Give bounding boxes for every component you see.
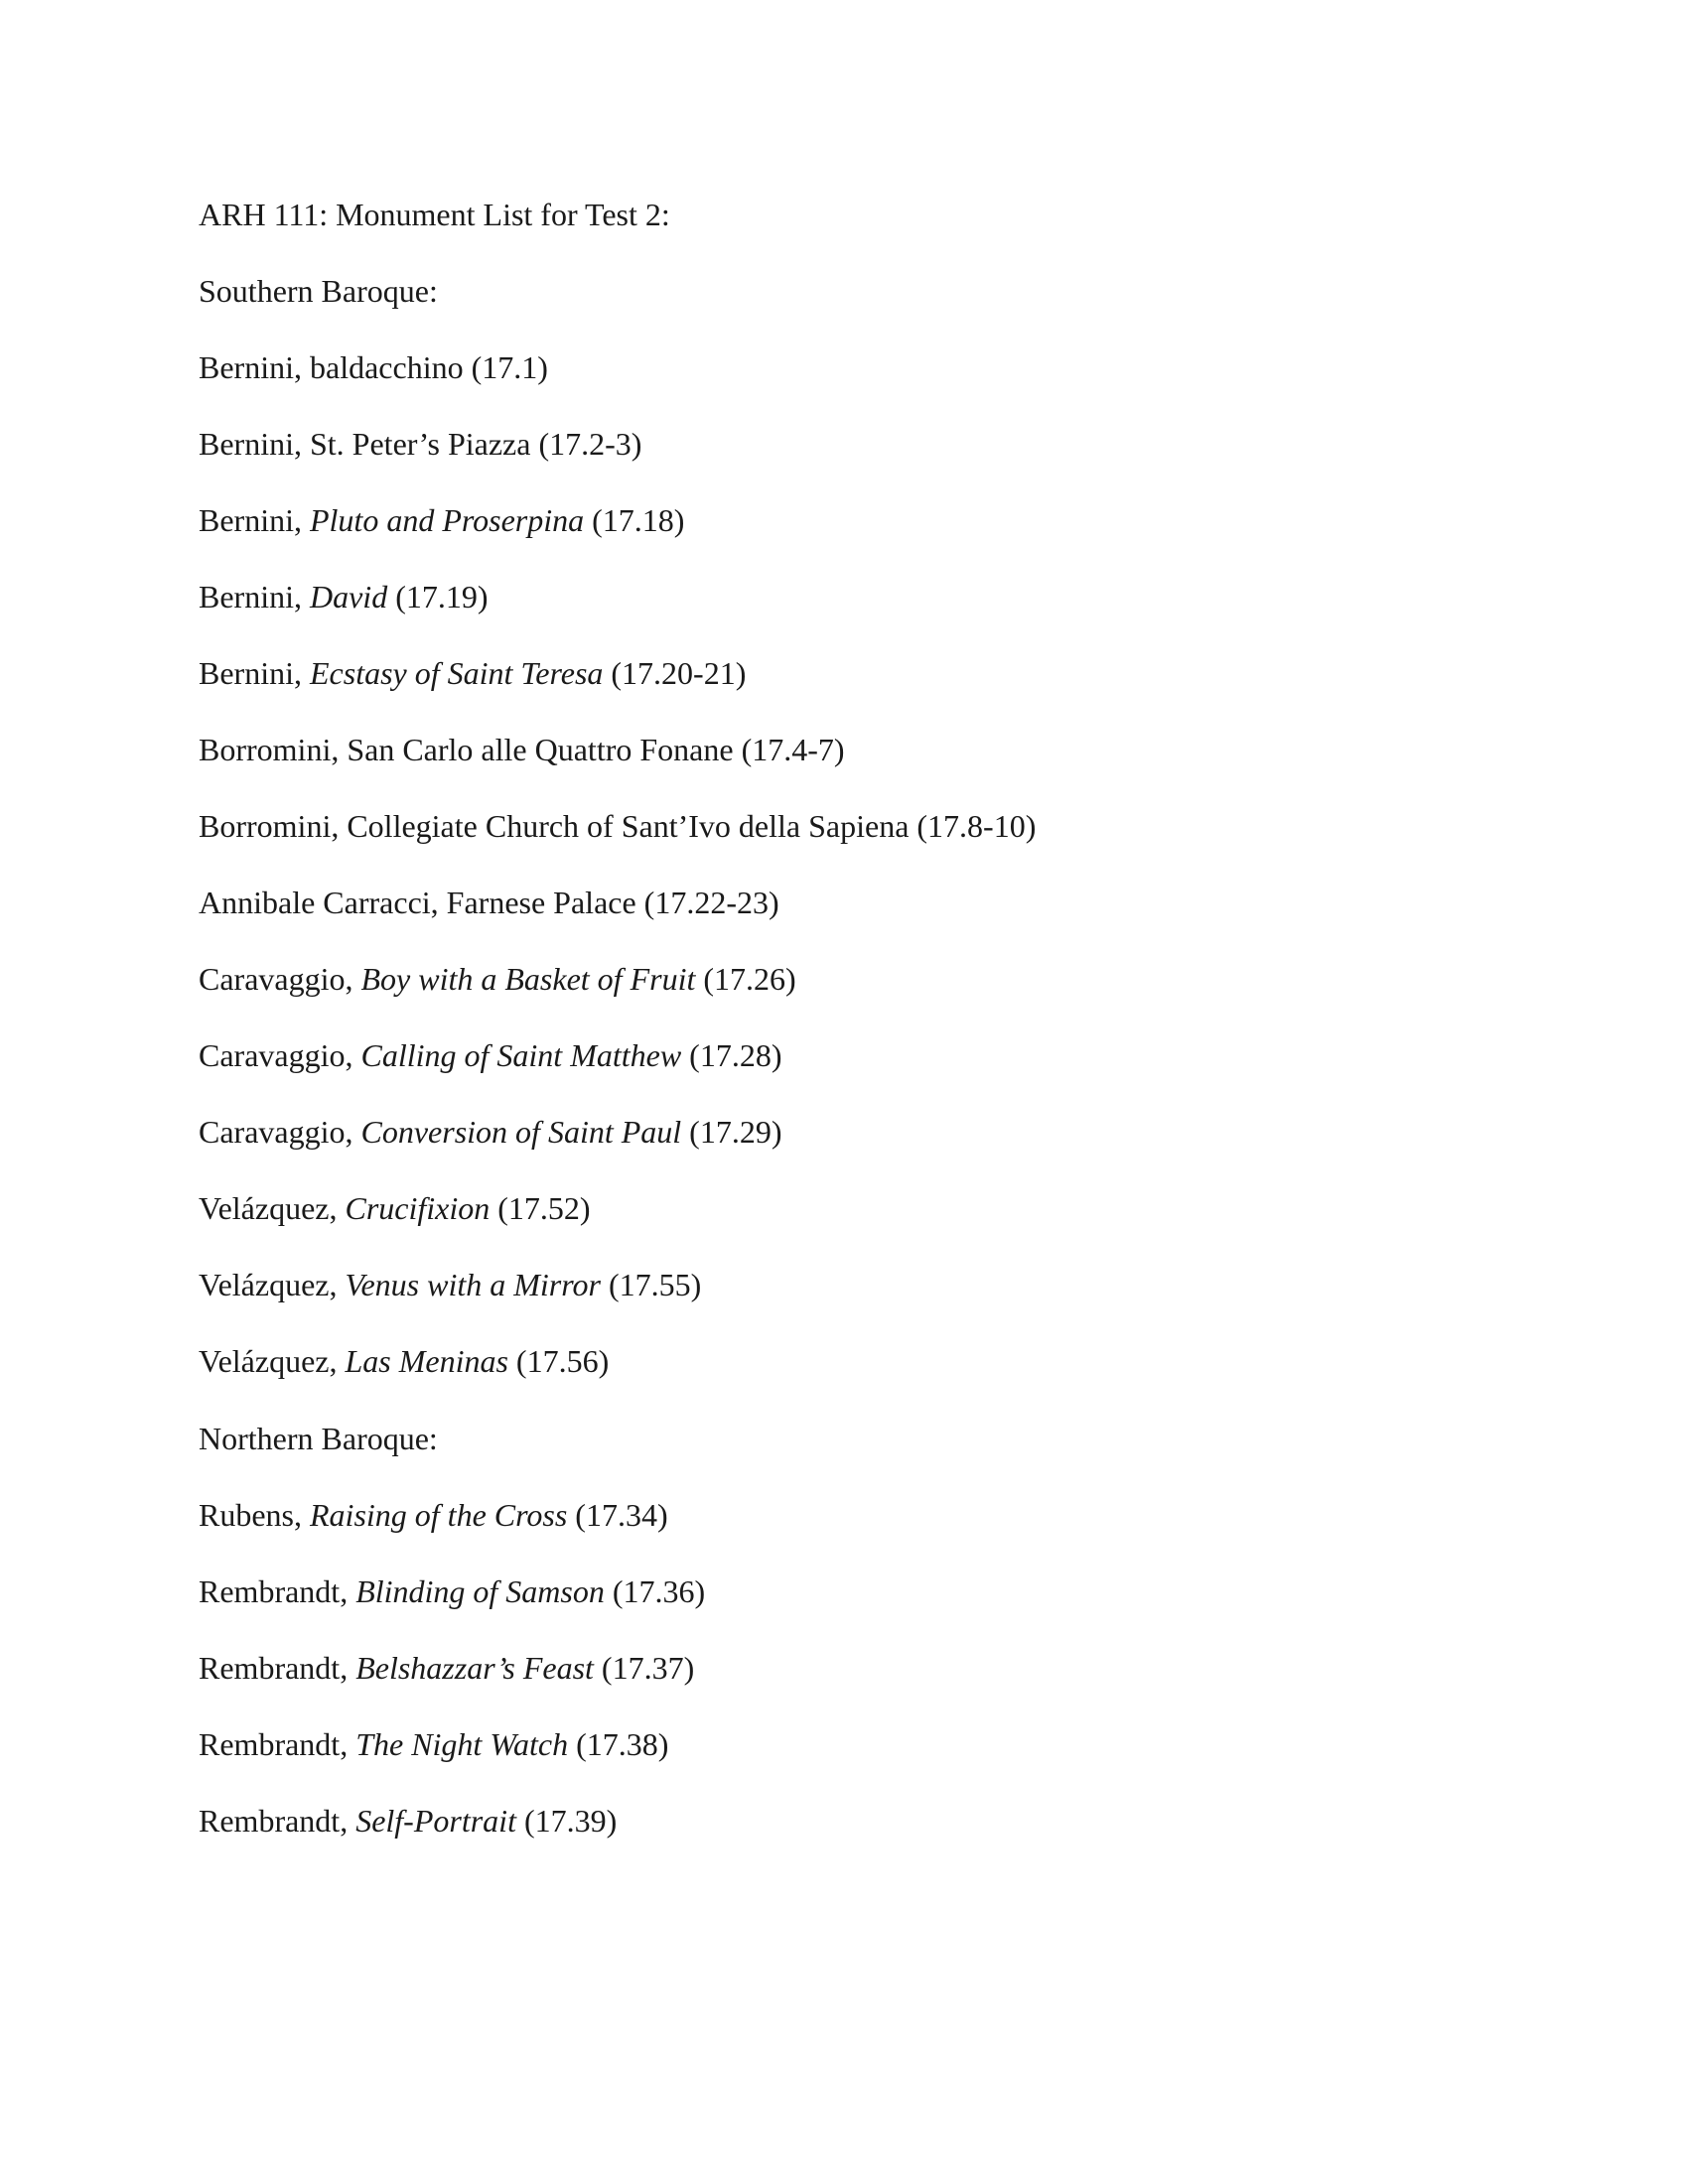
artist-name: Bernini, — [199, 349, 302, 385]
work-title: Self-Portrait — [355, 1803, 516, 1839]
work-title: Ecstasy of Saint Teresa — [309, 655, 604, 691]
artist-name: Rubens, — [199, 1497, 302, 1533]
artist-name: Velázquez, — [199, 1190, 338, 1226]
section-southern-baroque — [199, 271, 1489, 1381]
figure-number: (17.55) — [608, 1267, 702, 1302]
figure-number: (17.29) — [689, 1114, 782, 1150]
artist-name: Borromini, — [199, 808, 340, 844]
monument-item — [199, 1801, 1489, 1841]
section-northern-baroque — [199, 1419, 1489, 1841]
artist-name: Caravaggio, — [199, 1037, 353, 1073]
figure-number: (17.8-10) — [916, 808, 1037, 844]
work-title: Belshazzar’s Feast — [355, 1650, 594, 1686]
work-title: Conversion of Saint Paul — [360, 1114, 682, 1150]
figure-number: (17.34) — [575, 1497, 668, 1533]
artist-name: Bernini, — [199, 579, 302, 614]
document-title: ARH 111: Monument List for Test 2: — [199, 197, 670, 232]
artist-name: Bernini, — [199, 426, 302, 462]
monument-item — [199, 1495, 1489, 1535]
monument-item — [199, 1648, 1489, 1688]
figure-number: (17.18) — [592, 502, 685, 538]
artist-name: Annibale Carracci, — [199, 885, 439, 920]
artist-name: Velázquez, — [199, 1343, 338, 1379]
monument-item — [199, 1724, 1489, 1764]
monument-item — [199, 1265, 1489, 1304]
monument-item — [199, 730, 1489, 769]
artist-name: Velázquez, — [199, 1267, 338, 1302]
monument-item — [199, 347, 1489, 387]
work-title: Calling of Saint Matthew — [360, 1037, 682, 1073]
work-title: Boy with a Basket of Fruit — [360, 961, 696, 997]
work-title: Blinding of Samson — [355, 1573, 605, 1609]
section-heading: Southern Baroque: — [199, 273, 438, 309]
work-title: Farnese Palace — [446, 885, 636, 920]
artist-name: Caravaggio, — [199, 961, 353, 997]
document-content — [199, 195, 1489, 1877]
work-title: Pluto and Proserpina — [309, 502, 585, 538]
figure-number: (17.1) — [471, 349, 548, 385]
figure-number: (17.19) — [395, 579, 489, 614]
work-title: Venus with a Mirror — [345, 1267, 601, 1302]
artist-name: Rembrandt, — [199, 1650, 349, 1686]
artist-name: Rembrandt, — [199, 1803, 349, 1839]
monument-list — [199, 347, 1489, 1381]
work-title: Raising of the Cross — [310, 1497, 568, 1533]
figure-number: (17.26) — [703, 961, 796, 997]
monument-item — [199, 806, 1489, 846]
figure-number: (17.39) — [523, 1803, 618, 1839]
monument-item — [199, 1112, 1489, 1152]
figure-number: (17.2-3) — [538, 426, 642, 462]
artist-name: Bernini, — [199, 502, 302, 538]
figure-number: (17.56) — [515, 1343, 610, 1379]
work-title: baldacchino — [309, 349, 464, 385]
artist-name: Bernini, — [199, 655, 302, 691]
work-title: Las Meninas — [345, 1343, 508, 1379]
figure-number: (17.20-21) — [611, 655, 747, 691]
monument-item — [199, 1341, 1489, 1381]
monument-item — [199, 959, 1489, 999]
figure-number: (17.22-23) — [643, 885, 779, 920]
figure-number: (17.52) — [497, 1190, 591, 1226]
monument-item — [199, 883, 1489, 922]
monument-item — [199, 500, 1489, 540]
monument-item — [199, 1035, 1489, 1075]
work-title: Collegiate Church of Sant’Ivo della Sapiena — [347, 808, 910, 844]
figure-number: (17.37) — [601, 1650, 695, 1686]
work-title: David — [309, 579, 388, 614]
work-title: San Carlo alle Quattro Fonane — [347, 732, 734, 767]
monument-item — [199, 1188, 1489, 1228]
monument-item — [199, 1571, 1489, 1611]
figure-number: (17.28) — [689, 1037, 782, 1073]
artist-name: Rembrandt, — [199, 1573, 349, 1609]
monument-list — [199, 1495, 1489, 1841]
monument-item — [199, 653, 1489, 693]
section-heading: Northern Baroque: — [199, 1421, 438, 1456]
monument-item — [199, 424, 1489, 464]
figure-number: (17.38) — [576, 1726, 669, 1762]
artist-name: Rembrandt, — [199, 1726, 349, 1762]
artist-name: Caravaggio, — [199, 1114, 353, 1150]
monument-item — [199, 577, 1489, 616]
figure-number: (17.4-7) — [741, 732, 845, 767]
artist-name: Borromini, — [199, 732, 340, 767]
work-title: St. Peter’s Piazza — [309, 426, 531, 462]
work-title: Crucifixion — [345, 1190, 491, 1226]
work-title: The Night Watch — [355, 1726, 569, 1762]
figure-number: (17.36) — [612, 1573, 706, 1609]
